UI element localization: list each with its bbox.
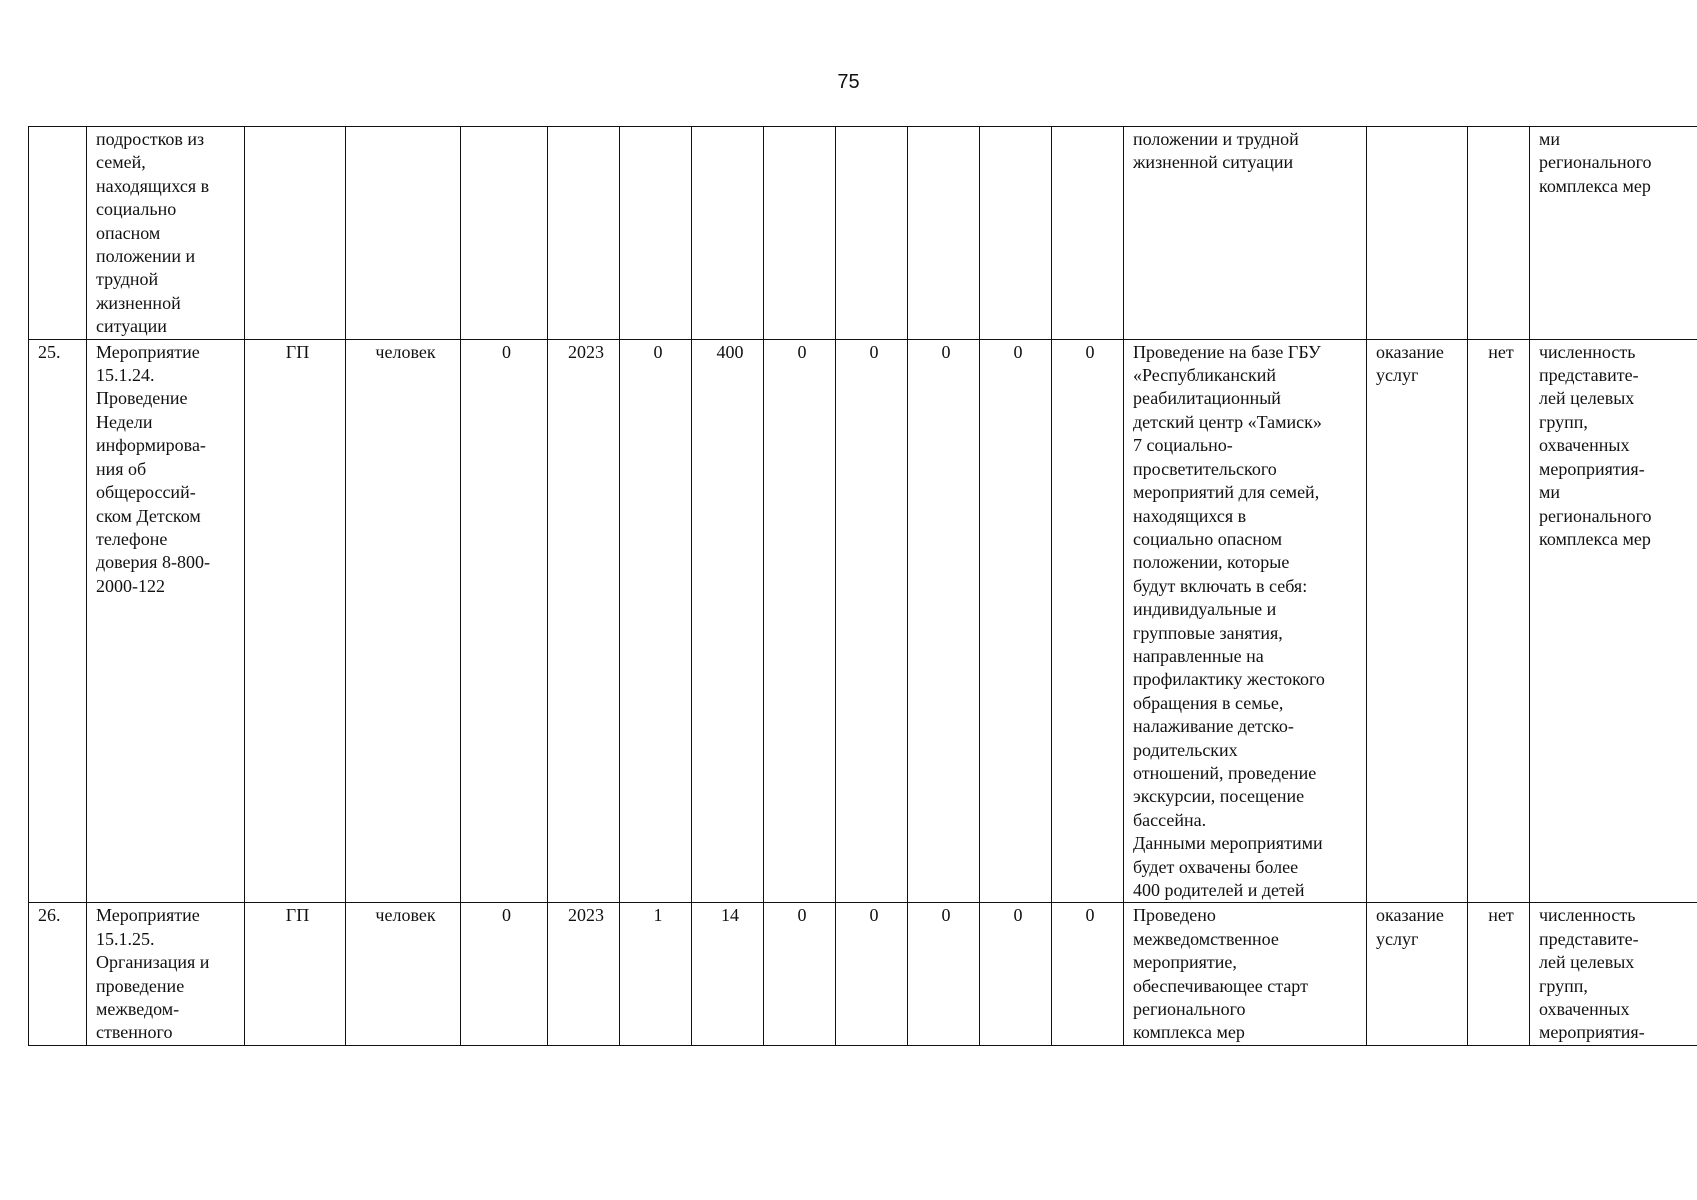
flag-cell	[1468, 127, 1530, 340]
value-cell	[980, 127, 1052, 340]
result-description: Проведение на базе ГБУ «Республиканский реабилитационный детский центр «Тамиск» 7 социально- просветительского мероприятий для семей, находящихся в социально опасном положении, которые будут включать в себя: индивидуальные и групповые занятия, направленные на профилактику жестокого обращения в семье, налаживание детско- родительских отношений, проведение экскурсии, посещение бассейна. Данными мероприятими будет охвачены более 400 родителей и детей	[1124, 339, 1367, 903]
value-cell	[1052, 127, 1124, 340]
table-row	[29, 903, 1697, 1045]
base-value: 0	[461, 903, 548, 1045]
result-description: Проведено межведомственное мероприятие, обеспечивающее старт регионального комплекса мер	[1124, 903, 1367, 1045]
value-cell: 0	[836, 903, 908, 1045]
value-cell: 14	[692, 903, 764, 1045]
measure-name: подростков из семей, находящихся в социально опасном положении и трудной жизненной ситуации	[87, 127, 245, 340]
value-cell: 1	[620, 903, 692, 1045]
indicator: ми регионального комплекса мер	[1530, 127, 1697, 340]
value-cell: 0	[764, 339, 836, 903]
indicator: численность представите- лей целевых групп, охваченных мероприятия-	[1530, 903, 1697, 1045]
measure-name: Мероприятие 15.1.24. Проведение Недели информирова- ния об общероссий- ском Детском телефоне доверия 8-800- 2000-122	[87, 339, 245, 903]
result-category: оказание услуг	[1367, 903, 1468, 1045]
value-cell: 0	[620, 339, 692, 903]
measures-table	[28, 126, 1697, 1046]
value-cell: 0	[980, 903, 1052, 1045]
value-cell	[620, 127, 692, 340]
value-cell	[908, 127, 980, 340]
base-value	[461, 127, 548, 340]
value-cell: 0	[1052, 339, 1124, 903]
unit: человек	[346, 903, 461, 1045]
value-cell: 0	[1052, 903, 1124, 1045]
value-cell: 0	[908, 339, 980, 903]
flag-cell: нет	[1468, 339, 1530, 903]
base-value: 0	[461, 339, 548, 903]
row-number	[29, 127, 87, 340]
row-number: 25.	[29, 339, 87, 903]
program-type	[245, 127, 346, 340]
base-year	[548, 127, 620, 340]
value-cell	[764, 127, 836, 340]
value-cell	[692, 127, 764, 340]
result-category: оказание услуг	[1367, 339, 1468, 903]
program-type: ГП	[245, 339, 346, 903]
result-category	[1367, 127, 1468, 340]
measure-name: Мероприятие 15.1.25. Организация и проведение межведом- ственного	[87, 903, 245, 1045]
table-row	[29, 127, 1697, 340]
table-row	[29, 339, 1697, 903]
result-description: положении и трудной жизненной ситуации	[1124, 127, 1367, 340]
base-year: 2023	[548, 339, 620, 903]
page-number: 75	[837, 71, 860, 93]
value-cell: 400	[692, 339, 764, 903]
base-year: 2023	[548, 903, 620, 1045]
value-cell	[836, 127, 908, 340]
program-type: ГП	[245, 903, 346, 1045]
unit	[346, 127, 461, 340]
value-cell: 0	[836, 339, 908, 903]
value-cell: 0	[908, 903, 980, 1045]
indicator: численность представите- лей целевых групп, охваченных мероприятия- ми регионального комплекса мер	[1530, 339, 1697, 903]
value-cell: 0	[764, 903, 836, 1045]
unit: человек	[346, 339, 461, 903]
value-cell: 0	[980, 339, 1052, 903]
flag-cell: нет	[1468, 903, 1530, 1045]
row-number: 26.	[29, 903, 87, 1045]
